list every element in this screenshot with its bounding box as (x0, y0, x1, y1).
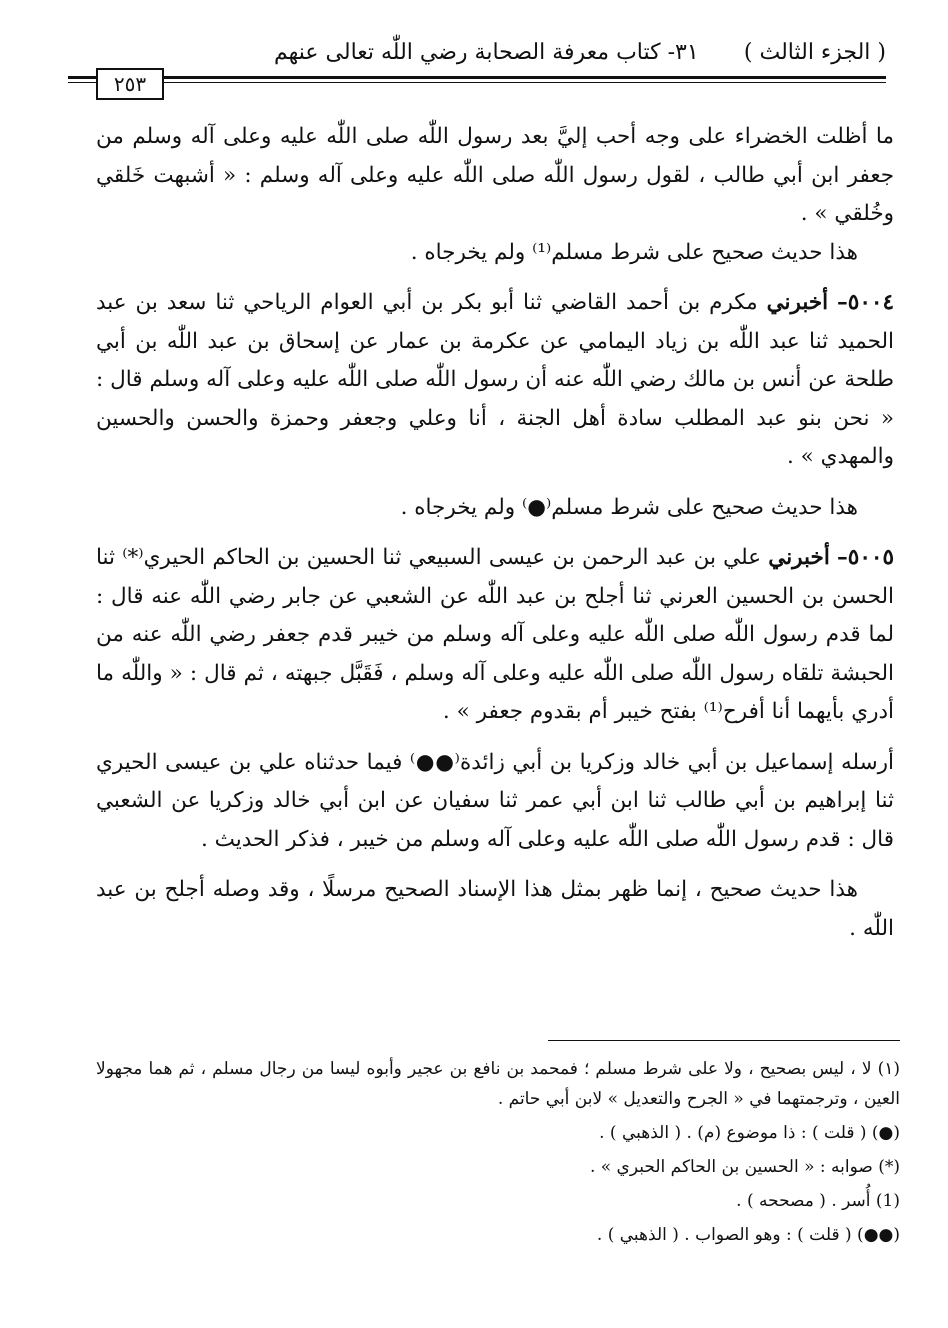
footnote: (●) ( قلت ) : ذا موضوع (م) . ( الذهبي ) . (599, 1123, 900, 1143)
hadith-keyword: أخبرني (768, 545, 830, 570)
footnote: (١) لا ، ليس بصحيح ، ولا على شرط مسلم ؛ فمحمد بن نافع بن عجير وأبوه ليسا من رجال مسلم ، ثم هما مجهولا العين ، وترجمتهما في « الجرح والتعديل » لابن أبي حاتم . (96, 1059, 900, 1109)
paragraph: أرسله إسماعيل بن أبي خالد وزكريا بن أبي زائدة⁽●●⁾ فيما حدثناه علي بن عيسى الحيري ثنا إبراهيم بن أبي طالب ثنا ابن أبي عمر ثنا سفيان عن ابن أبي خالد وزكريا عن الشعبي قال : قدم رسول اللّٰه صلى اللّٰه عليه وعلى آله وسلم من خيبر ، فذكر الحديث . (96, 749, 894, 852)
paragraph (96, 118, 894, 234)
hadith-keyword: أخبرني (766, 290, 829, 315)
hadith-5004 (96, 284, 894, 477)
paragraph: هذا حديث صحيح على شرط مسلم⁽●⁾ ولم يخرجاه . (400, 494, 858, 520)
text-line: ابن أبي طالب ، لقول رسول اللّٰه صلى اللّٰه عليه وعلى آله وسلم : « أشبهت خَلقي وخُلقي » . (96, 162, 894, 226)
header-rule-thin (68, 82, 886, 83)
running-header (92, 38, 886, 74)
header-rule (68, 76, 886, 79)
hadith-text: علي بن عبد الرحمن بن عيسى السبيعي ثنا الحسين بن الحاكم الحيري⁽*⁾ ثنا الحسن بن الحسين العرني ثنا أجلح بن عبد اللّٰه عن الشعبي عن جابر رضي اللّٰه عنه قال : لما قدم رسول اللّٰه صلى اللّٰه عليه وعلى آله وسلم من خيبر قدم جعفر رضي اللّٰه عنه من الحبشة تلقاه رسول اللّٰه صلى اللّٰه عليه وعلى آله وسلم ، فَقَبَّل جبهته ، ثم قال : « واللّٰه ما أدري بأيهما أنا أفرح⁽¹⁾ بفتح خيبر أم بقدوم جعفر » . (96, 545, 894, 724)
footnote-separator (548, 1040, 900, 1041)
text-line: ما أظلت الخضراء على وجه أحب إليَّ بعد رسول اللّٰه صلى اللّٰه عليه وعلى آله وسلم من جعفر (96, 124, 894, 188)
paragraph: هذا حديث صحيح على شرط مسلم⁽¹⁾ ولم يخرجاه . (410, 239, 858, 265)
chapter-title: ٣١- كتاب معرفة الصحابة رضي اللّٰه تعالى عنهم (274, 40, 699, 65)
hadith-text: مكرم بن أحمد القاضي ثنا أبو بكر بن أبي العوام الرياحي ثنا سعد بن عبد الحميد ثنا عبد اللّٰه بن زياد اليمامي عن عكرمة بن عمار عن إسحاق بن عبد اللّٰه بن أبي طلحة عن أنس بن مالك رضي اللّٰه عنه أن رسول اللّٰه صلى اللّٰه عليه وعلى آله وسلم قال : « نحن بنو عبد المطلب سادة أهل الجنة ، أنا وعلي وجعفر وحمزة والحسن والحسين والمهدي » . (96, 290, 894, 469)
footnote: (●●) ( قلت ) : وهو الصواب . ( الذهبي ) . (596, 1225, 900, 1245)
hadith-number: ٥٠٠٥– (837, 545, 894, 570)
footnote: (1) أُسر . ( مصححه ) . (736, 1191, 900, 1211)
main-text (96, 118, 894, 948)
hadith-5005 (96, 539, 894, 732)
footnote: (*) صوابه : « الحسين بن الحاكم الحبري » . (589, 1157, 900, 1177)
footnotes (96, 1054, 900, 1250)
volume-label: ( الجزء الثالث ) (743, 40, 886, 65)
hadith-number: ٥٠٠٤– (837, 290, 894, 315)
paragraph: هذا حديث صحيح ، إنما ظهر بمثل هذا الإسناد الصحيح مرسلًا ، وقد وصله أجلح بن عبد اللّٰه . (96, 877, 894, 941)
page-number: ٢٥٣ (96, 68, 164, 100)
